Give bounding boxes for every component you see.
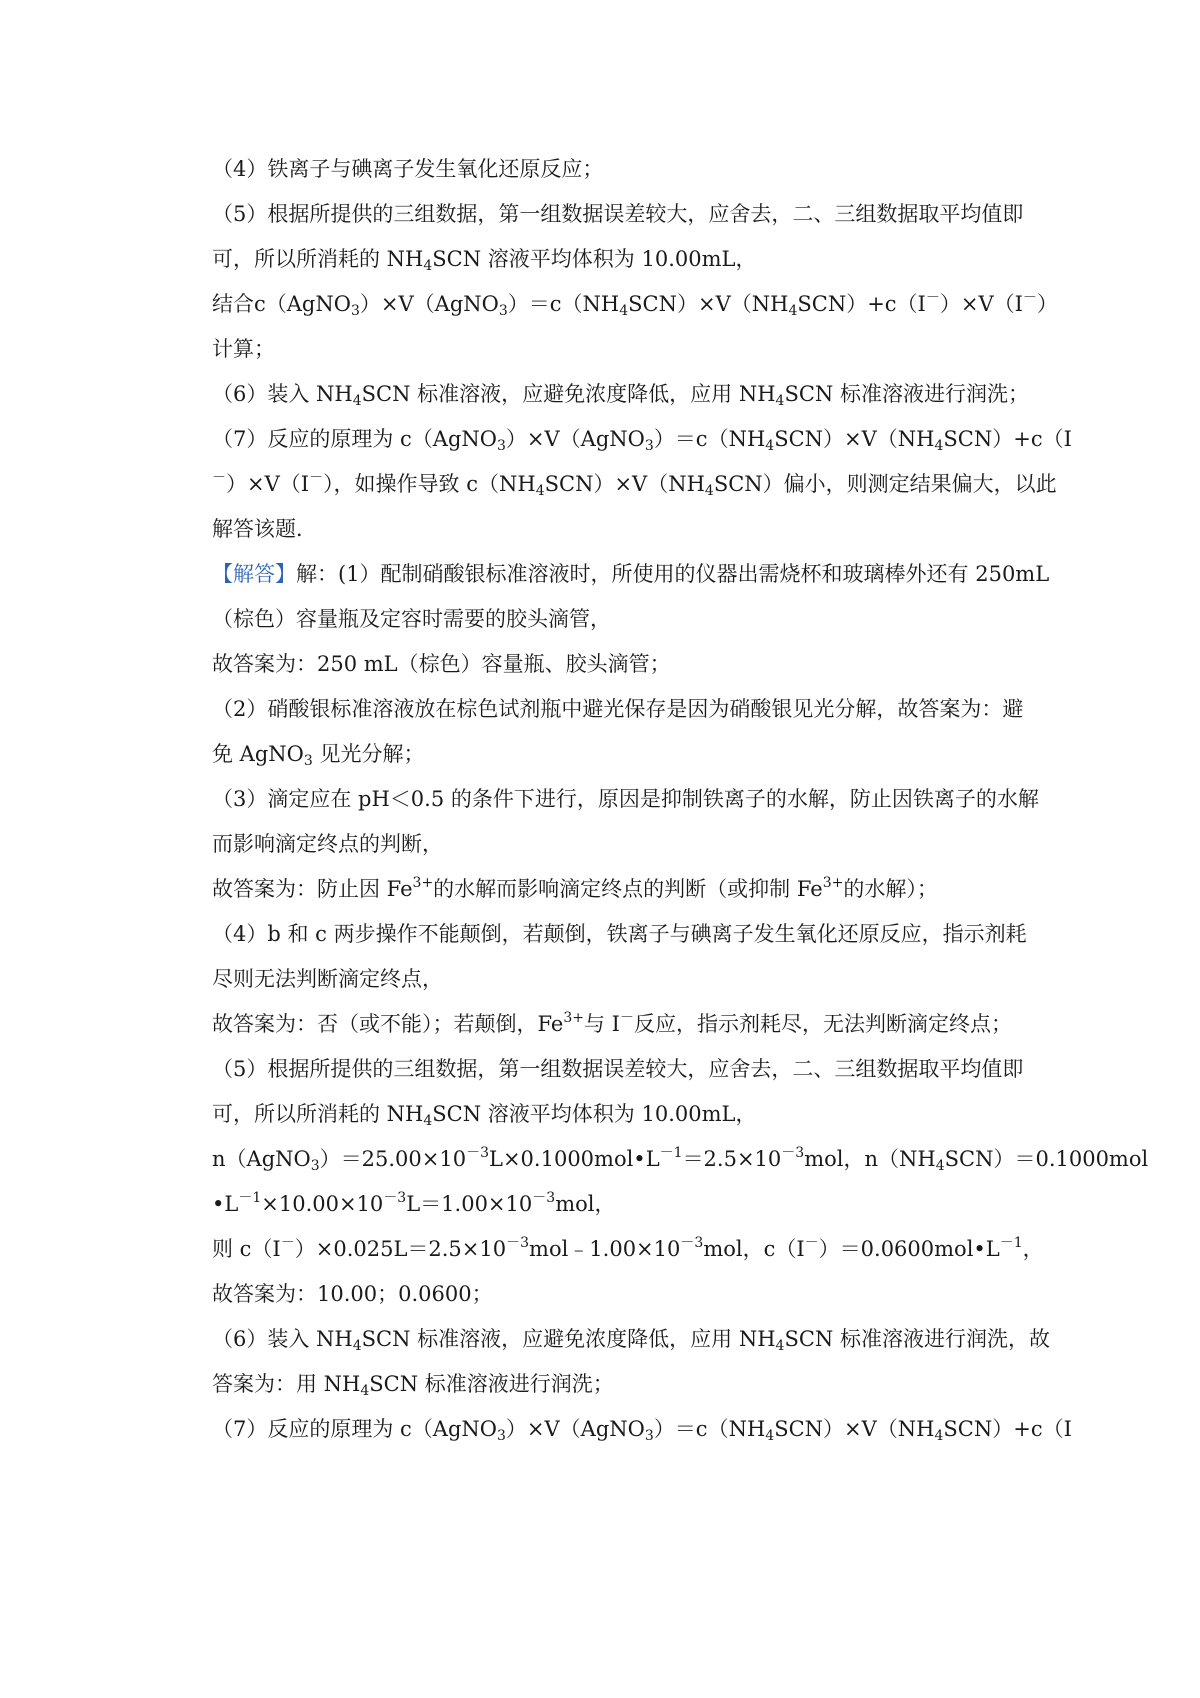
text-line: （5）根据所提供的三组数据，第一组数据误差较大，应舍去，二、三组数据取平均值即 (212, 202, 1024, 226)
text-line: 故答案为：250 mL（棕色）容量瓶、胶头滴管； (212, 652, 671, 676)
formula-line: －）×V（I－），如操作导致 $c(NH_4SCN)\times V(NH_4SCN)$偏小，则测定结果偏大，以此 (212, 470, 1057, 499)
answer-heading-line: 【解答】解：(1）配制硝酸银标准溶液时，所使用的仪器出需烧杯和玻璃棒外还有 250mL (212, 562, 1050, 586)
text-line: 故答案为：10.00；0.0600； (212, 1282, 493, 1306)
text-line: （2）硝酸银标准溶液放在棕色试剂瓶中避光保存是因为硝酸银见光分解，故答案为：避 (212, 697, 1024, 721)
text-line: （3）滴定应在 pH＜0.5 的条件下进行，原因是抑制铁离子的水解，防止因铁离子的水解 (212, 787, 1039, 811)
formula-line: 结合 $c(AgNO_3)\times V(AgNO_3)=c(NH_4SCN)\times V(NH_4SCN)+c(I^-)\times V(I^-)$ (212, 290, 1058, 319)
text-line: 故答案为：防止因 $Fe^{3+}$的水解而影响滴定终点的判断（或抑制 $Fe^{3+}$的水解）； (212, 875, 938, 901)
text-line: （6）装入 $NH_4SCN$ 标准溶液，应避免浓度降低，应用 $NH_4SCN$ 标准溶液进行润洗； (212, 382, 1029, 409)
formula-line: $n(AgNO_3)=25.00\times 10^{-3}L\times 0.1000mol•L^{-1}=2.5\times 10^{-3}mol$，$n(NH_4SCN)=0.1000mol$ (212, 1145, 1149, 1174)
text-line: 可，所以所消耗的 $NH_4SCN$ 溶液平均体积为 10.00mL， (212, 247, 757, 274)
formula-line: 则 $c(I^-)\times 0.025L=2.5\times 10^{-3}mol﹣1.00\times 10^{-3}mol$，$c(I^-)=0.0600mol•L^{-1}$， (212, 1235, 1044, 1261)
text-line: 答案为：用 $NH_4SCN$ 标准溶液进行润洗； (212, 1372, 614, 1399)
text-line: 故答案为：否（或不能）；若颠倒，$Fe^{3+}$与 I－反应，指示剂耗尽，无法判断滴定终点； (212, 1010, 1012, 1036)
text-line: 可，所以所消耗的 $NH_4SCN$ 溶液平均体积为 10.00mL， (212, 1102, 757, 1129)
text-line: （6）装入 $NH_4SCN$ 标准溶液，应避免浓度降低，应用 $NH_4SCN$ 标准溶液进行润洗，故 (212, 1327, 1050, 1354)
formula-line: $•L^{-1}\times 10.00\times 10^{-3}L=1.00\times 10^{-3}mol$， (212, 1190, 616, 1216)
text-line: 尽则无法判断滴定终点， (212, 967, 443, 991)
formula-line: （7）反应的原理为 $c(AgNO_3)\times V(AgNO_3)=c(NH_4SCN)\times V(NH_4SCN)+c(I$ (212, 1417, 1072, 1444)
text-line: （5）根据所提供的三组数据，第一组数据误差较大，应舍去，二、三组数据取平均值即 (212, 1057, 1024, 1081)
text-line: （4）b 和 c 两步操作不能颠倒，若颠倒，铁离子与碘离子发生氧化还原反应，指示剂耗 (212, 922, 1027, 946)
text-line: （4）铁离子与碘离子发生氧化还原反应； (212, 157, 604, 181)
text-line: 免 AgNO$_3$ 见光分解； (212, 742, 425, 769)
text-line: 解答该题． (212, 517, 317, 541)
text-line: 计算； (212, 337, 275, 361)
formula-line: （7）反应的原理为 $c(AgNO_3)\times V(AgNO_3)=c(NH_4SCN)\times V(NH_4SCN)+c(I$ (212, 427, 1072, 454)
text-line: （棕色）容量瓶及定容时需要的胶头滴管， (212, 607, 611, 631)
answer-label: 【解答】 (212, 562, 296, 586)
text-line: 而影响滴定终点的判断， (212, 832, 443, 856)
